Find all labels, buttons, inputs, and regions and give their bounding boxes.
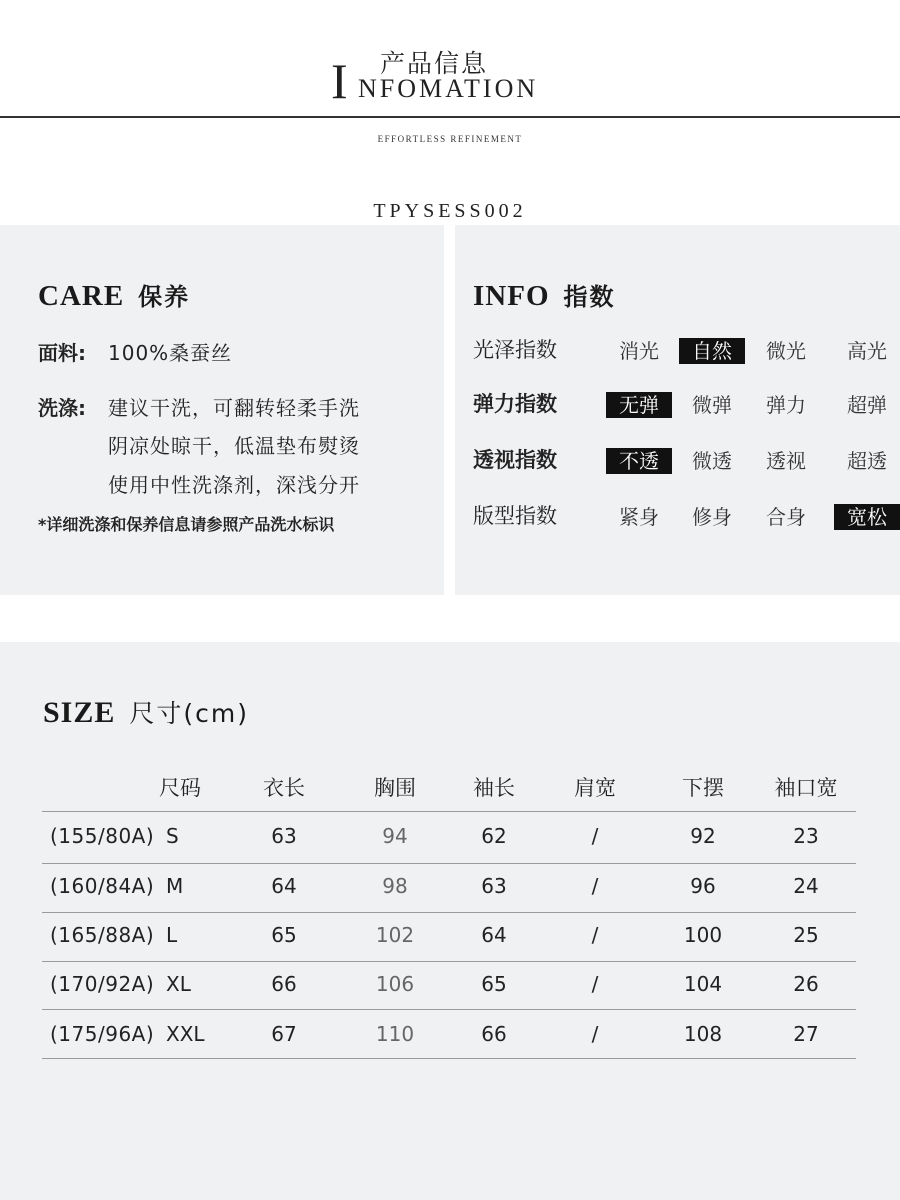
care-title-en: CARE	[38, 280, 125, 312]
table-cell: 110	[375, 1022, 415, 1046]
info-option: 超弹	[847, 393, 887, 417]
info-row-label: 透视指数	[473, 448, 557, 472]
column-header: 尺码	[159, 776, 201, 800]
wash-line-2: 阴凉处晾干，低温垫布熨烫	[108, 434, 360, 458]
table-cell: 62	[481, 824, 507, 848]
table-cell: 66	[481, 1022, 507, 1046]
column-header: 胸围	[374, 776, 416, 800]
body-spec: (170/92A)	[50, 972, 155, 996]
title-english: NFOMATION	[358, 74, 539, 103]
title-chinese: 产品信息	[380, 49, 489, 78]
info-option: 消光	[619, 339, 659, 363]
table-cell: 23	[793, 824, 819, 848]
info-row-fit	[473, 502, 893, 532]
body-spec: (165/88A)	[50, 923, 155, 947]
table-cell: 63	[481, 874, 507, 898]
info-panel	[455, 225, 900, 595]
table-cell: 24	[793, 874, 819, 898]
info-option: 高光	[847, 339, 887, 363]
table-divider	[42, 1009, 856, 1010]
info-option: 微光	[766, 339, 806, 363]
table-cell: 96	[690, 874, 716, 898]
wash-line-1: 建议干洗，可翻转轻柔手洗	[108, 396, 360, 420]
table-cell: 98	[382, 874, 408, 898]
table-divider	[42, 1058, 856, 1059]
column-header: 袖口宽	[774, 776, 838, 800]
info-title-en: INFO	[473, 280, 550, 312]
table-cell: /	[591, 874, 599, 898]
table-cell: 100	[683, 923, 723, 947]
size-title	[43, 694, 249, 730]
column-header: 下摆	[682, 776, 724, 800]
table-cell: 65	[271, 923, 297, 947]
table-cell: 27	[793, 1022, 819, 1046]
info-option-selected: 无弹	[606, 392, 672, 418]
table-row	[0, 874, 900, 904]
column-header: 衣长	[263, 776, 305, 800]
column-header: 袖长	[473, 776, 515, 800]
product-code: TPYSESS002	[373, 200, 527, 222]
table-row	[0, 824, 900, 854]
table-divider	[42, 863, 856, 864]
table-cell: 106	[375, 972, 415, 996]
table-cell: 94	[382, 824, 408, 848]
header-divider	[0, 116, 900, 118]
table-cell: 67	[271, 1022, 297, 1046]
fabric-label: 面料:	[38, 341, 86, 365]
table-row	[0, 972, 900, 1002]
table-cell: 104	[683, 972, 723, 996]
table-cell: 92	[690, 824, 716, 848]
info-title-cn: 指数	[563, 283, 616, 311]
wash-label: 洗涤:	[38, 396, 86, 420]
info-option: 微透	[692, 449, 732, 473]
fabric-value: 100%桑蚕丝	[108, 341, 233, 365]
table-divider	[42, 961, 856, 962]
table-cell: 65	[481, 972, 507, 996]
info-option: 紧身	[619, 505, 659, 529]
size-panel	[0, 642, 900, 1200]
info-option: 透视	[766, 449, 806, 473]
care-title-cn: 保养	[138, 283, 191, 311]
size-title-en: SIZE	[43, 696, 116, 729]
info-row-transparency	[473, 446, 893, 476]
info-row-elasticity	[473, 390, 893, 420]
wash-line-3: 使用中性洗涤剂，深浅分开	[108, 473, 360, 497]
body-spec: (175/96A)	[50, 1022, 155, 1046]
body-spec: (160/84A)	[50, 874, 155, 898]
size-label: M	[166, 874, 184, 898]
body-spec: (155/80A)	[50, 824, 155, 848]
table-cell: 64	[481, 923, 507, 947]
table-cell: 25	[793, 923, 819, 947]
table-divider	[42, 811, 856, 812]
table-cell: 102	[375, 923, 415, 947]
info-row-label: 弹力指数	[473, 392, 557, 416]
info-row-label: 版型指数	[473, 504, 557, 528]
size-label: L	[166, 923, 178, 947]
care-title	[38, 277, 190, 313]
table-cell: /	[591, 923, 599, 947]
info-option-selected: 自然	[679, 338, 745, 364]
table-cell: 108	[683, 1022, 723, 1046]
table-cell: 26	[793, 972, 819, 996]
info-option-selected: 不透	[606, 448, 672, 474]
table-cell: 63	[271, 824, 297, 848]
table-row	[0, 923, 900, 953]
column-header: 肩宽	[574, 776, 616, 800]
info-option: 弹力	[766, 393, 806, 417]
info-row-label: 光泽指数	[473, 338, 557, 362]
table-cell: /	[591, 972, 599, 996]
size-label: XL	[166, 972, 191, 996]
table-cell: 66	[271, 972, 297, 996]
header	[0, 0, 900, 225]
title-capital-letter: I	[331, 53, 348, 109]
info-option: 合身	[766, 505, 806, 529]
table-divider	[42, 912, 856, 913]
table-row	[0, 1022, 900, 1052]
care-note: *详细洗涤和保养信息请参照产品洗水标识	[38, 515, 335, 534]
size-title-cn: 尺寸(cm)	[129, 699, 249, 728]
care-panel	[0, 225, 444, 595]
table-cell: /	[591, 824, 599, 848]
info-option: 微弹	[692, 393, 732, 417]
table-cell: 64	[271, 874, 297, 898]
info-option: 修身	[692, 505, 732, 529]
info-row-gloss	[473, 336, 893, 366]
info-option-selected: 宽松	[834, 504, 900, 530]
tagline: EFFORTLESS REFINEMENT	[377, 134, 523, 144]
table-cell: /	[591, 1022, 599, 1046]
size-label: S	[166, 824, 179, 848]
info-title	[473, 277, 616, 313]
info-option: 超透	[847, 449, 887, 473]
size-label: XXL	[166, 1022, 205, 1046]
